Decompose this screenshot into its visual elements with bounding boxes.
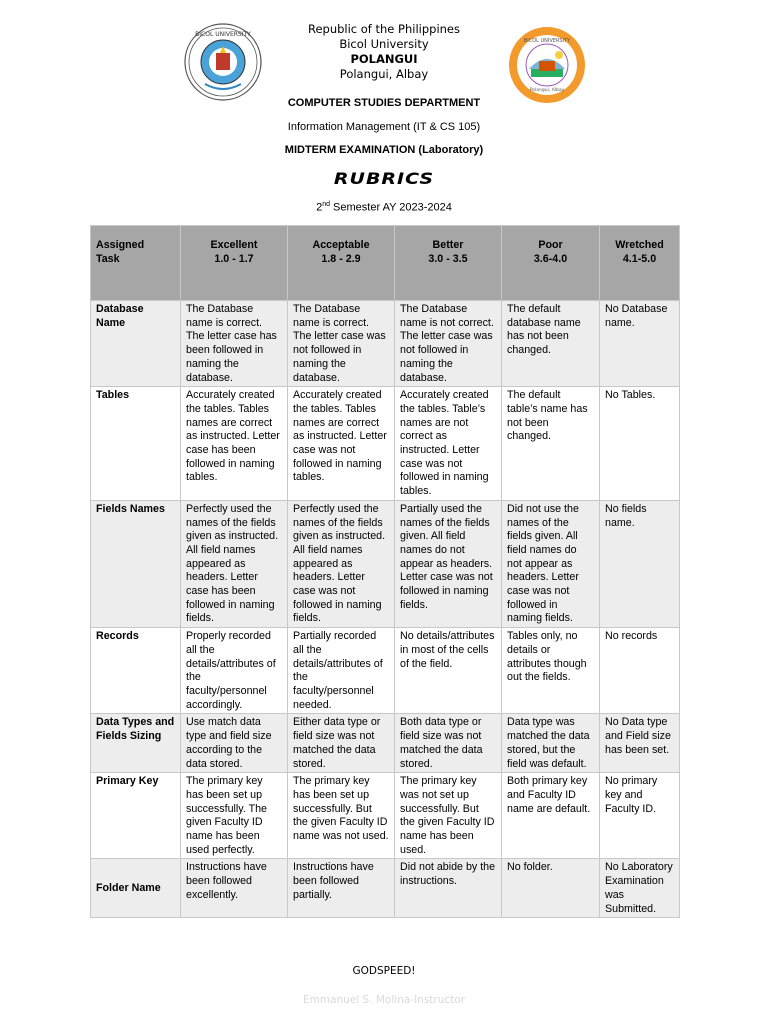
- table-cell: No Tables.: [600, 387, 680, 501]
- course-title: Information Management (IT & CS 105): [287, 121, 481, 133]
- table-cell: Perfectly used the names of the fields given as instructed. All field names appeared as headers. Letter case has been followed in naming fields.: [181, 500, 288, 627]
- location-line: Polangui, Albay: [339, 67, 429, 81]
- university-line: Bicol University: [339, 37, 429, 51]
- semester-ordinal: nd: [322, 201, 330, 208]
- table-cell: No records: [600, 628, 680, 714]
- task-cell: Database Name: [91, 301, 181, 387]
- svg-text:BICOL UNIVERSITY: BICOL UNIVERSITY: [523, 38, 571, 44]
- task-cell: Folder Name: [91, 859, 181, 918]
- table-row: [91, 714, 680, 773]
- table-cell: Data type was matched the data stored, but the field was default.: [502, 714, 600, 773]
- table-cell: No details/attributes in most of the cells of the field.: [395, 628, 502, 714]
- table-cell: The Database name is not correct. The letter case was not followed in naming the database.: [395, 301, 502, 387]
- semester-line: [0, 201, 768, 214]
- table-cell: The Database name is correct. The letter case has been followed in naming the database.: [181, 301, 288, 387]
- task-cell: Fields Names: [91, 500, 181, 627]
- table-cell: The Database name is correct. The letter case was not followed in naming the database.: [288, 301, 395, 387]
- task-cell: Primary Key: [91, 773, 181, 859]
- table-row: [91, 301, 680, 387]
- svg-text:BICOL UNIVERSITY: BICOL UNIVERSITY: [195, 31, 251, 38]
- header-poor: Poor 3.6-4.0: [502, 226, 600, 301]
- table-row: [91, 859, 680, 918]
- table-cell: The primary key has been set up successfully. But the given Faculty ID name was not used.: [288, 773, 395, 859]
- table-cell: Properly recorded all the details/attributes of the faculty/personnel accordingly.: [181, 628, 288, 714]
- table-row: [91, 387, 680, 501]
- instructor-name: Emmanuel S. Molina-Instructor: [302, 994, 466, 1006]
- header-wretched: Wretched 4.1-5.0: [600, 226, 680, 301]
- table-cell: No Database name.: [600, 301, 680, 387]
- table-cell: Instructions have been followed partially.: [288, 859, 395, 918]
- table-cell: No folder.: [502, 859, 600, 918]
- table-cell: Perfectly used the names of the fields given as instructed. All field names appeared as headers. Letter case was not followed in naming fields.: [288, 500, 395, 627]
- table-cell: Use match data type and field size according to the data stored.: [181, 714, 288, 773]
- rubrics-title: RUBRICS: [333, 169, 435, 189]
- table-cell: Did not abide by the instructions.: [395, 859, 502, 918]
- table-cell: No primary key and Faculty ID.: [600, 773, 680, 859]
- rubric-table: [90, 225, 680, 918]
- table-row: [91, 500, 680, 627]
- table-cell: Did not use the names of the fields given. All field names do not appear as headers. Letter case was not followed in naming fields.: [502, 500, 600, 627]
- letterhead: [0, 22, 768, 82]
- table-cell: No fields name.: [600, 500, 680, 627]
- table-cell: The default database name has not been changed.: [502, 301, 600, 387]
- task-cell: Data Types and Fields Sizing: [91, 714, 181, 773]
- table-row: [91, 773, 680, 859]
- godspeed-text: GODSPEED!: [352, 965, 416, 977]
- header-assigned-task: Assigned Task: [91, 226, 181, 301]
- table-row: [91, 628, 680, 714]
- table-cell: No Data type and Field size has been set.: [600, 714, 680, 773]
- table-cell: Both primary key and Faculty ID name are default.: [502, 773, 600, 859]
- campus-line: POLANGUI: [350, 52, 418, 66]
- table-cell: Accurately created the tables. Tables names are correct as instructed. Letter case has been followed in naming tables.: [181, 387, 288, 501]
- table-cell: The primary key was not set up successfully. But the given Faculty ID name has been used.: [395, 773, 502, 859]
- table-cell: No Laboratory Examination was Submitted.: [600, 859, 680, 918]
- task-cell: Records: [91, 628, 181, 714]
- table-cell: Partially recorded all the details/attributes of the faculty/personnel needed.: [288, 628, 395, 714]
- header-excellent: Excellent 1.0 - 1.7: [181, 226, 288, 301]
- exam-title: MIDTERM EXAMINATION (Laboratory): [284, 144, 484, 156]
- table-cell: The default table’s name has not been changed.: [502, 387, 600, 501]
- semester-text: Semester AY 2023-2024: [330, 201, 452, 214]
- header-acceptable: Acceptable 1.8 - 2.9: [288, 226, 395, 301]
- table-cell: Accurately created the tables. Tables names are correct as instructed. Letter case was not followed in naming tables.: [288, 387, 395, 501]
- semester-number: 2: [316, 201, 323, 214]
- header-better: Better 3.0 - 3.5: [395, 226, 502, 301]
- svg-text:Polangui, Albay: Polangui, Albay: [529, 88, 565, 93]
- table-cell: The primary key has been set up successfully. The given Faculty ID name has been used perfectly.: [181, 773, 288, 859]
- task-cell: Tables: [91, 387, 181, 501]
- table-cell: Tables only, no details or attributes though out the fields.: [502, 628, 600, 714]
- table-cell: Either data type or field size was not matched the data stored.: [288, 714, 395, 773]
- republic-line: Republic of the Philippines: [307, 22, 461, 36]
- table-cell: Both data type or field size was not matched the data stored.: [395, 714, 502, 773]
- table-header-row: [91, 226, 680, 301]
- table-cell: Partially used the names of the fields given. All field names do not appear as headers. Letter case was not followed in naming fields.: [395, 500, 502, 627]
- table-cell: Instructions have been followed excellently.: [181, 859, 288, 918]
- table-cell: Accurately created the tables. Table’s names are not correct as instructed. Letter case was not followed in naming tables.: [395, 387, 502, 501]
- department-title: COMPUTER STUDIES DEPARTMENT: [287, 97, 481, 109]
